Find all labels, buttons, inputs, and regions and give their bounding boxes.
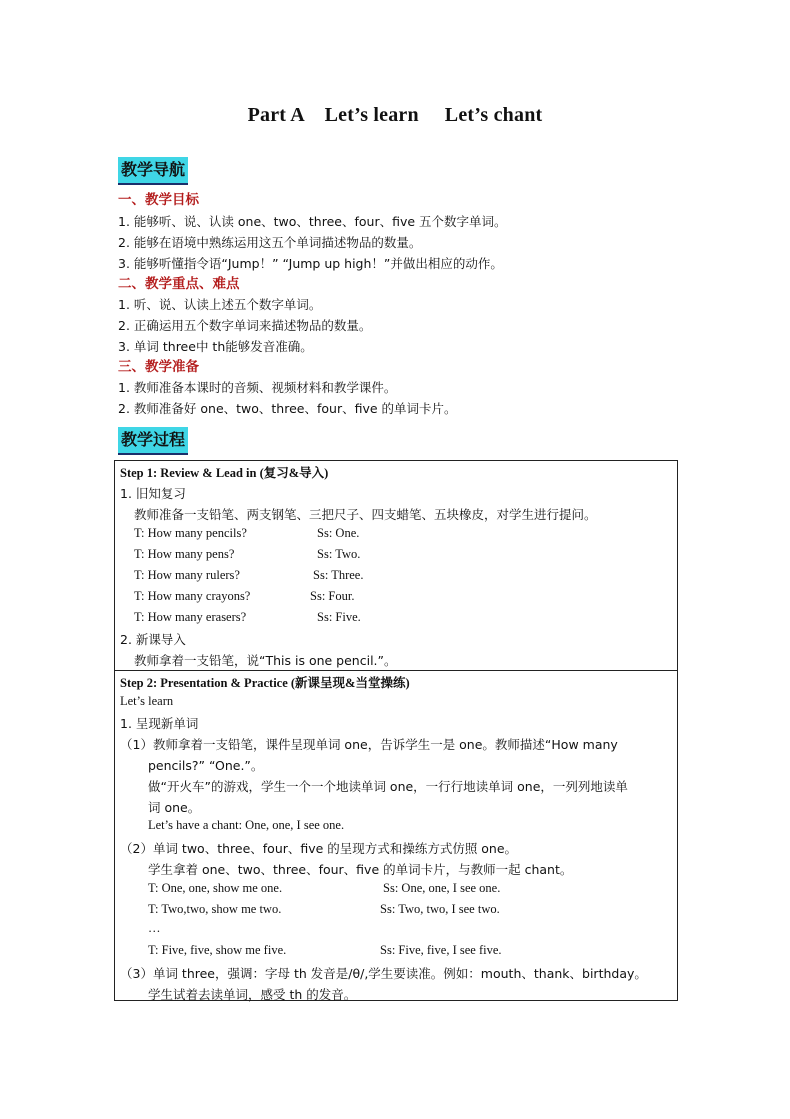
step2-para1: （1）教师拿着一支铅笔，课件呈现单词 one，告诉学生一是 one。教师描述“How many	[120, 737, 618, 752]
dialog-students-line: Ss: One.	[317, 526, 360, 540]
dialog-teacher-line: T: How many crayons?	[134, 589, 251, 603]
step1-sub1-desc: 教师准备一支铅笔、两支钢笔、三把尺子、四支蜡笔、五块橡皮，对学生进行提问。	[134, 507, 597, 522]
objective-item: 3. 能够听懂指令语“Jump！” “Jump up high！”并做出相应的动作。	[118, 256, 503, 271]
section-badge-navigation: 教学导航	[118, 157, 188, 185]
step1-title: Step 1: Review & Lead in (复习&导入)	[120, 466, 329, 480]
keypoints-heading: 二、教学重点、难点	[118, 276, 240, 292]
preparation-item: 2. 教师准备好 one、two、three、four、five 的单词卡片。	[118, 401, 457, 416]
step1-sub2-desc: 教师拿着一支铅笔，说“This is one pencil.”。	[134, 653, 397, 668]
step1-sub2: 2. 新课导入	[120, 632, 186, 647]
step2-para3: （3）单词 three，强调：字母 th 发音是/θ/,学生要读准。例如：mouth、thank、birthday。	[120, 966, 647, 981]
objective-item: 1. 能够听、说、认读 one、two、three、four、five 五个数字单词。	[118, 214, 507, 229]
process-table	[114, 460, 678, 1001]
dialog-teacher-line: T: How many rulers?	[134, 568, 240, 582]
step2-para1: pencils?” “One.”。	[148, 758, 264, 773]
step2-para2: 学生拿着 one、two、three、four、five 的单词卡片，与教师一起 chant。	[148, 862, 573, 877]
step2-para3: 学生试着去读单词，感受 th 的发音。	[148, 987, 357, 1002]
dialog-students-line: Ss: Five.	[317, 610, 361, 624]
chant-students-line: Ss: Five, five, I see five.	[380, 943, 502, 957]
dialog-students-line: Ss: Four.	[310, 589, 355, 603]
page-title: Part A Let’s learn Let’s chant	[247, 104, 543, 126]
dialog-students-line: Ss: Three.	[313, 568, 364, 582]
step2-para1: 做“开火车”的游戏，学生一个一个地读单词 one，一行行地读单词 one，一列列地读单	[148, 779, 628, 794]
step2-title: Step 2: Presentation & Practice (新课呈现&当堂操练)	[120, 676, 410, 690]
keypoint-item: 3. 单词 three中 th能够发音准确。	[118, 339, 313, 354]
step2-para2: （2）单词 two、three、four、five 的呈现方式和操练方式仿照 one。	[120, 841, 518, 856]
step1-sub1: 1. 旧知复习	[120, 486, 186, 501]
lets-learn-label: Let’s learn	[120, 694, 174, 708]
chant-teacher-line: T: Two,two, show me two.	[148, 902, 282, 916]
chant-students-line: Ss: One, one, I see one.	[383, 881, 501, 895]
dialog-teacher-line: T: How many pens?	[134, 547, 235, 561]
step2-sub1: 1. 呈现新单词	[120, 716, 199, 731]
objectives-heading: 一、教学目标	[118, 192, 199, 208]
preparation-item: 1. 教师准备本课时的音频、视频材料和教学课件。	[118, 380, 397, 395]
keypoint-item: 2. 正确运用五个数字单词来描述物品的数量。	[118, 318, 372, 333]
dialog-teacher-line: T: How many erasers?	[134, 610, 247, 624]
dialog-students-line: Ss: Two.	[317, 547, 361, 561]
preparation-heading: 三、教学准备	[118, 359, 199, 375]
chant-teacher-line: T: Five, five, show me five.	[148, 943, 287, 957]
chant-teacher-line: T: One, one, show me one.	[148, 881, 283, 895]
step2-para1: 词 one。	[148, 800, 201, 815]
keypoint-item: 1. 听、说、认读上述五个数字单词。	[118, 297, 322, 312]
chant-ellipsis: …	[148, 921, 161, 935]
chant-line: Let’s have a chant: One, one, I see one.	[148, 818, 345, 832]
objective-item: 2. 能够在语境中熟练运用这五个单词描述物品的数量。	[118, 235, 422, 250]
chant-students-line: Ss: Two, two, I see two.	[380, 902, 500, 916]
section-badge-process: 教学过程	[118, 427, 188, 455]
dialog-teacher-line: T: How many pencils?	[134, 526, 247, 540]
table-divider	[114, 670, 678, 671]
